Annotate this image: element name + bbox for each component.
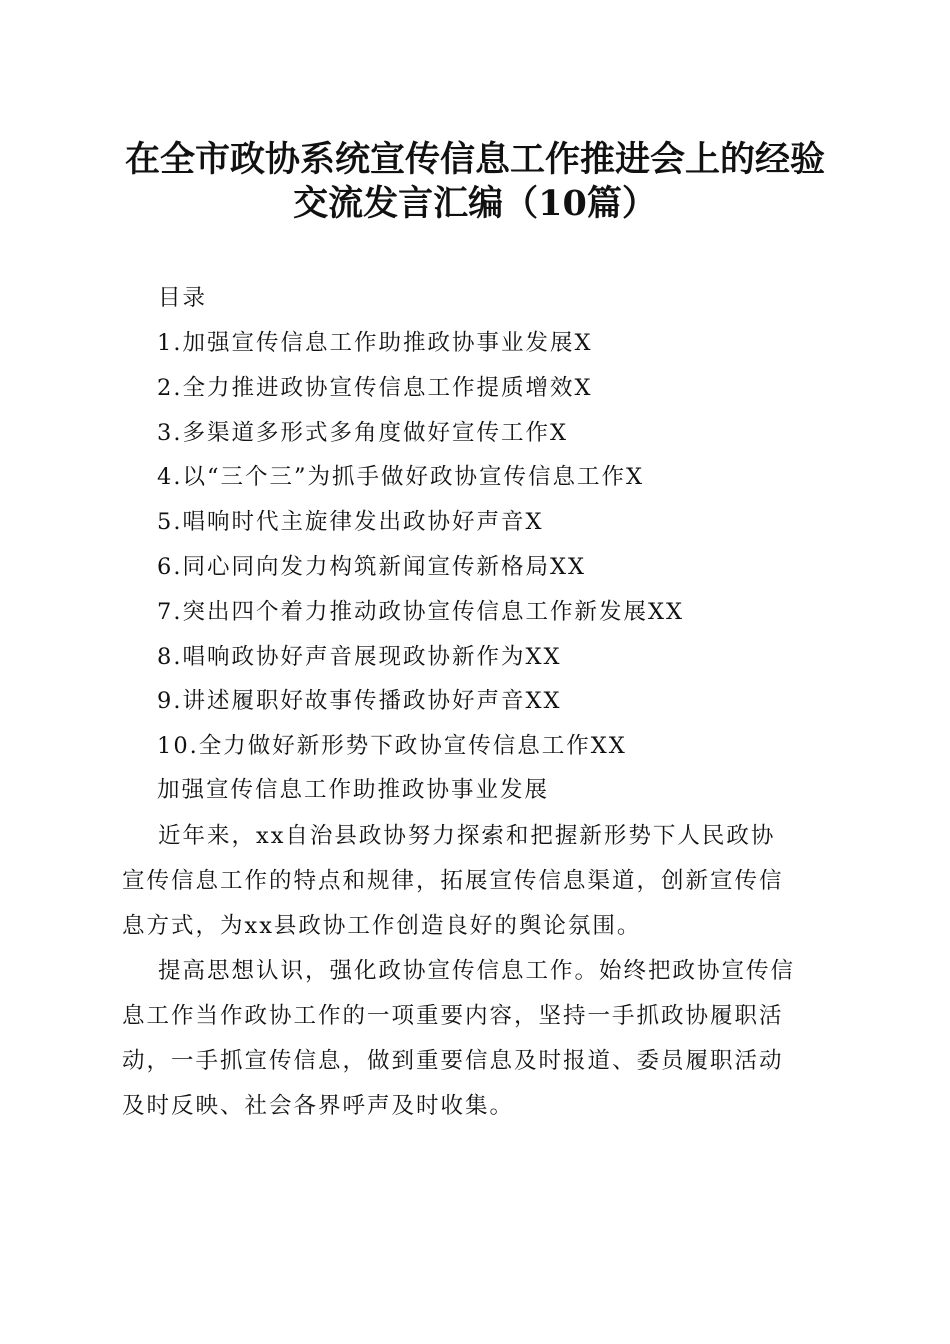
paragraph-1-line-2: 宣传信息工作的特点和规律，拓展宣传信息渠道，创新宣传信 [122, 868, 784, 894]
toc-item-3: 3.多渠道多形式多角度做好宣传工作X [157, 419, 568, 446]
paragraph-2-line-4: 及时反映、社会各界呼声及时收集。 [122, 1093, 515, 1119]
toc-item-4: 4.以“三个三”为抓手做好政协宣传信息工作X [157, 464, 644, 491]
toc-item-2: 2.全力推进政协宣传信息工作提质增效X [157, 374, 593, 401]
paragraph-2 [122, 949, 832, 1129]
toc-item-8: 8.唱响政协好声音展现政协新作为XX [157, 643, 562, 670]
document-title-line-2: 交流发言汇编（10篇） [293, 183, 657, 224]
document-title-line-1: 在全市政协系统宣传信息工作推进会上的经验 [124, 139, 825, 180]
paragraph-2-line-3: 动，一手抓宣传信息，做到重要信息及时报道、委员履职活动 [122, 1048, 784, 1074]
toc-item-10: 10.全力做好新形势下政协宣传信息工作XX [157, 733, 627, 760]
paragraph-1-line-1: 近年来，xx自治县政协努力探索和把握新形势下人民政协 [158, 823, 776, 849]
toc-item-1: 1.加强宣传信息工作助推政协事业发展X [157, 330, 593, 356]
table-of-contents [157, 328, 684, 776]
paragraph-1-line-3: 息方式，为xx县政协工作创造良好的舆论氛围。 [122, 913, 642, 939]
toc-item-9: 9.讲述履职好故事传播政协好声音XX [157, 688, 562, 715]
paragraph-2-line-1: 提高思想认识，强化政协宣传信息工作。始终把政协宣传信 [158, 958, 796, 984]
paragraph-1 [122, 814, 832, 949]
toc-item-6: 6.同心同向发力构筑新闻宣传新格局XX [157, 553, 587, 580]
paragraph-2-line-2: 息工作当作政协工作的一项重要内容，坚持一手抓政协履职活 [122, 1003, 784, 1029]
toc-item-5: 5.唱响时代主旋律发出政协好声音X [157, 509, 544, 536]
section-title: 加强宣传信息工作助推政协事业发展 [157, 777, 550, 803]
toc-heading: 目录 [158, 285, 208, 311]
toc-item-7: 7.突出四个着力推动政协宣传信息工作新发展XX [157, 598, 685, 625]
